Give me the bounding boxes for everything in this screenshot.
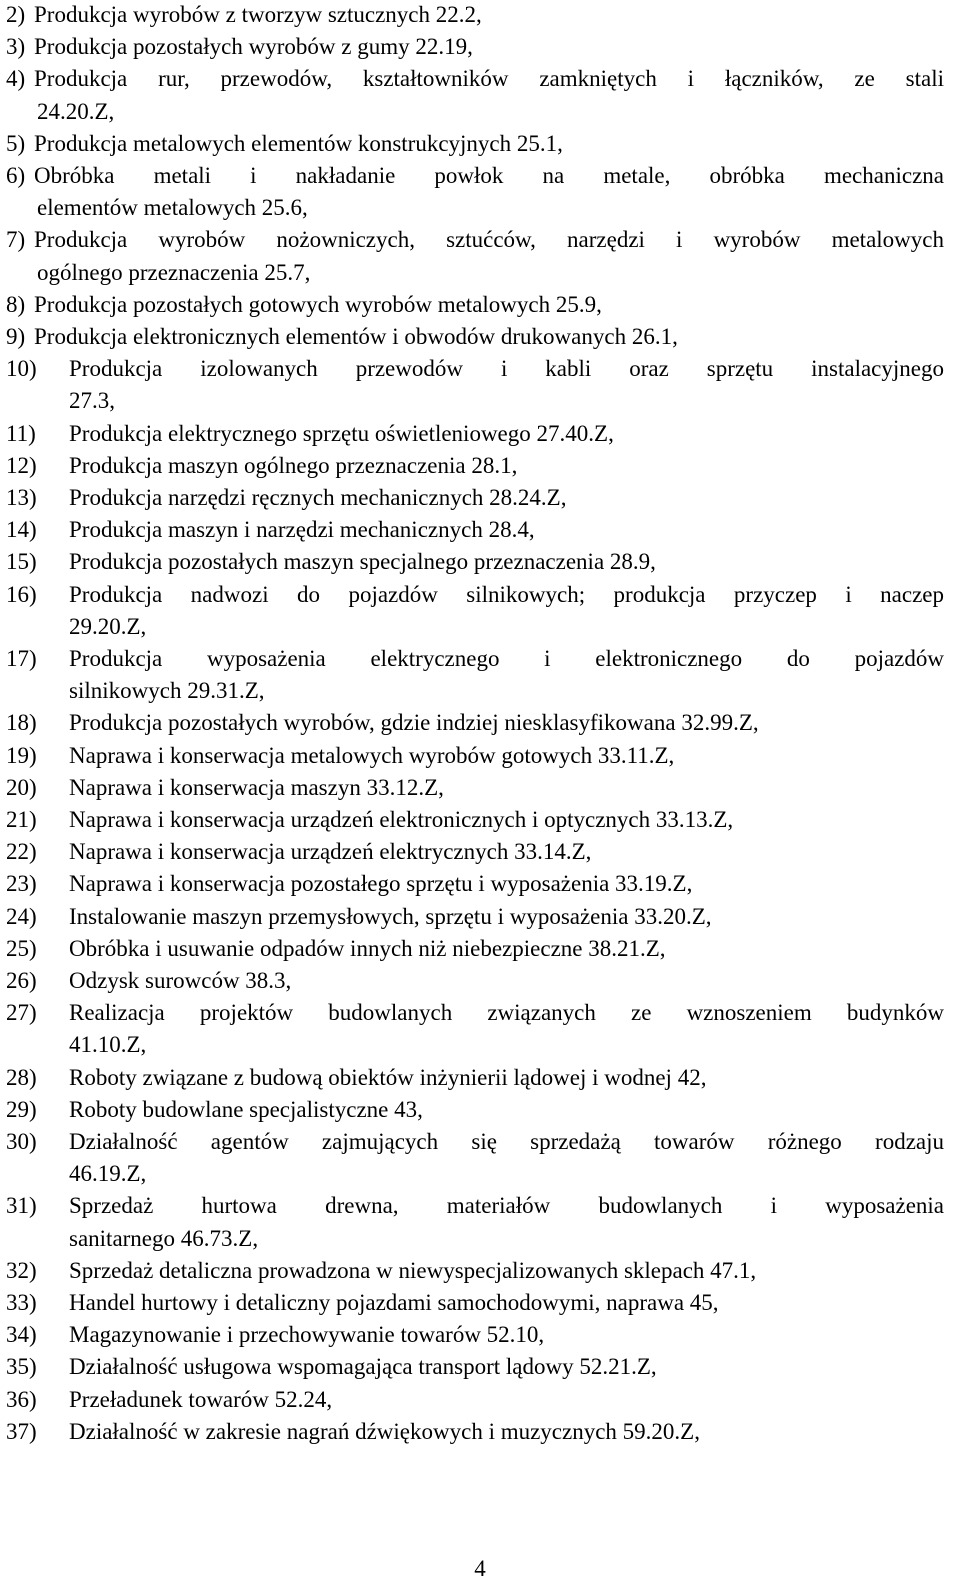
list-item-text: Naprawa i konserwacja pozostałego sprzętu i wyposażenia 33.19.Z, <box>69 871 693 897</box>
list-item-continuation: elementów metalowych 25.6, <box>37 195 308 221</box>
list-item <box>0 483 960 517</box>
list-item <box>0 64 960 98</box>
list-item-text: Produkcja elektrycznego sprzętu oświetleniowego 27.40.Z, <box>69 420 614 446</box>
list-item-text: Obróbka i usuwanie odpadów innych niż niebezpieczne 38.21.Z, <box>69 935 666 961</box>
list-item-number: 28) <box>6 1064 37 1090</box>
list-item-text: Odzysk surowców 38.3, <box>69 968 292 993</box>
list-item-text: Produkcja elektronicznych elementów i obwodów drukowanych 26.1, <box>34 324 678 349</box>
list-item-text: Produkcja metalowych elementów konstrukcyjnych 25.1, <box>34 130 563 156</box>
list-item-number: 32) <box>6 1257 37 1283</box>
list-item-text: Produkcja pozostałych wyrobów, gdzie indziej niesklasyfikowana 32.99.Z, <box>69 710 759 736</box>
list-item-number: 37) <box>6 1418 37 1444</box>
list-item-number: 23) <box>6 871 37 897</box>
list-item-text: Instalowanie maszyn przemysłowych, sprzętu i wyposażenia 33.20.Z, <box>69 903 712 929</box>
list-item <box>0 644 960 678</box>
list-item <box>0 322 960 356</box>
list-item-text: Naprawa i konserwacja urządzeń elektrycznych 33.14.Z, <box>69 839 592 865</box>
list-item-number: 8) <box>6 291 26 317</box>
list-item-number: 24) <box>6 903 37 929</box>
list-item-text: Przeładunek towarów 52.24, <box>69 1386 333 1412</box>
list-item <box>0 1417 960 1451</box>
list-item-number: 26) <box>6 968 37 993</box>
list-item-text: Działalność agentów zajmujących się sprzedażą towarów różnego rodzaju <box>69 1129 944 1154</box>
list-item-number: 31) <box>6 1193 37 1219</box>
list-item-number: 35) <box>6 1354 37 1380</box>
list-item-text: Sprzedaż hurtowa drewna, materiałów budowlanych i wyposażenia <box>69 1193 944 1219</box>
list-item-number: 19) <box>6 742 37 768</box>
list-item-number: 14) <box>6 517 37 543</box>
list-item-number: 9) <box>6 324 26 349</box>
list-item-continuation: sanitarnego 46.73.Z, <box>69 1225 259 1251</box>
list-item-continuation: silnikowych 29.31.Z, <box>69 678 265 704</box>
list-item <box>0 902 960 936</box>
list-item-text: Produkcja narzędzi ręcznych mechanicznych 28.24.Z, <box>69 485 567 510</box>
list-item-number: 5) <box>6 130 26 156</box>
list-item-number: 33) <box>6 1290 37 1315</box>
list-item-number: 36) <box>6 1386 37 1412</box>
list-item-number: 20) <box>6 774 37 800</box>
list-item-text: Produkcja rur, przewodów, kształtowników zamkniętych i łączników, ze stali <box>34 66 944 92</box>
list-item-text: Produkcja maszyn i narzędzi mechanicznych 28.4, <box>69 517 535 543</box>
list-item <box>0 515 960 549</box>
list-item <box>0 966 960 1000</box>
list-item-number: 6) <box>6 163 26 188</box>
list-item-text: Sprzedaż detaliczna prowadzona w niewyspecjalizowanych sklepach 47.1, <box>69 1257 757 1283</box>
list-item-text: Roboty związane z budową obiektów inżynierii lądowej i wodnej 42, <box>69 1064 707 1090</box>
list-item-number: 30) <box>6 1129 37 1154</box>
list-item <box>0 161 960 195</box>
list-item-text: Produkcja pozostałych wyrobów z gumy 22.19, <box>34 34 473 60</box>
list-item <box>0 1191 960 1225</box>
list-item <box>0 32 960 66</box>
list-item-number: 3) <box>6 34 26 60</box>
list-item <box>0 354 960 388</box>
list-item-continuation: 29.20.Z, <box>69 613 147 639</box>
list-item-number: 21) <box>6 807 37 832</box>
list-item-number: 15) <box>6 549 37 575</box>
list-item-continuation: ogólnego przeznaczenia 25.7, <box>37 259 311 285</box>
list-item-continuation: 46.19.Z, <box>69 1161 147 1187</box>
list-item-text: Naprawa i konserwacja urządzeń elektronicznych i optycznych 33.13.Z, <box>69 807 734 832</box>
list-item <box>0 547 960 581</box>
list-item <box>0 1385 960 1419</box>
list-item-text: Produkcja wyrobów z tworzyw sztucznych 22.2, <box>34 2 482 27</box>
list-item-text: Realizacja projektów budowlanych związanych ze wznoszeniem budynków <box>69 1000 944 1026</box>
list-item-number: 25) <box>6 935 37 961</box>
list-item-text: Naprawa i konserwacja maszyn 33.12.Z, <box>69 774 444 800</box>
list-item <box>0 1320 960 1354</box>
list-item <box>0 773 960 807</box>
list-item-number: 34) <box>6 1322 37 1348</box>
list-item-number: 22) <box>6 839 37 865</box>
list-item <box>0 741 960 775</box>
list-item-number: 4) <box>6 66 26 92</box>
list-item-text: Produkcja wyrobów nożowniczych, sztućców, narzędzi i wyrobów metalowych <box>34 227 944 253</box>
list-item-text: Roboty budowlane specjalistyczne 43, <box>69 1096 423 1122</box>
list-item-text: Produkcja pozostałych gotowych wyrobów metalowych 25.9, <box>34 291 602 317</box>
list-item-text: Produkcja pozostałych maszyn specjalnego przeznaczenia 28.9, <box>69 549 656 575</box>
list-item-continuation: 24.20.Z, <box>37 98 115 124</box>
list-item <box>0 290 960 324</box>
list-item-text: Produkcja izolowanych przewodów i kabli oraz sprzętu instalacyjnego <box>69 356 944 382</box>
list-item <box>0 1288 960 1322</box>
list-item <box>0 1127 960 1161</box>
list-item-text: Handel hurtowy i detaliczny pojazdami samochodowymi, naprawa 45, <box>69 1290 719 1315</box>
list-item-text: Produkcja nadwozi do pojazdów silnikowych; produkcja przyczep i naczep <box>69 581 944 607</box>
list-item <box>0 837 960 871</box>
list-item-continuation: 27.3, <box>69 388 115 414</box>
list-item <box>0 225 960 259</box>
list-item <box>0 580 960 614</box>
list-item <box>0 934 960 968</box>
list-item-number: 29) <box>6 1096 37 1122</box>
list-item <box>0 451 960 485</box>
list-item <box>0 419 960 453</box>
list-item-number: 12) <box>6 452 37 478</box>
list-item-number: 18) <box>6 710 37 736</box>
list-item <box>0 1063 960 1097</box>
list-item <box>0 0 960 34</box>
list-item-number: 13) <box>6 485 37 510</box>
list-item <box>0 1256 960 1290</box>
list-item <box>0 129 960 163</box>
list-item-number: 16) <box>6 581 37 607</box>
list-item-text: Naprawa i konserwacja metalowych wyrobów gotowych 33.11.Z, <box>69 742 675 768</box>
list-item-number: 17) <box>6 646 37 671</box>
list-item <box>0 869 960 903</box>
list-item-text: Działalność usługowa wspomagająca transport lądowy 52.21.Z, <box>69 1354 657 1380</box>
list-item-text: Magazynowanie i przechowywanie towarów 52.10, <box>69 1322 545 1348</box>
list-item-number: 11) <box>6 420 36 446</box>
list-item <box>0 1352 960 1386</box>
list-item-continuation: 41.10.Z, <box>69 1032 147 1058</box>
list-item-number: 2) <box>6 2 26 27</box>
list-item <box>0 998 960 1032</box>
list-item-number: 7) <box>6 227 26 253</box>
list-item-text: Działalność w zakresie nagrań dźwiękowych i muzycznych 59.20.Z, <box>69 1418 700 1444</box>
list-item-text: Produkcja maszyn ogólnego przeznaczenia 28.1, <box>69 452 518 478</box>
page-number: 4 <box>474 1556 486 1581</box>
list-item-text: Produkcja wyposażenia elektrycznego i elektronicznego do pojazdów <box>69 646 944 671</box>
list-item <box>0 1095 960 1129</box>
list-item-text: Obróbka metali i nakładanie powłok na metale, obróbka mechaniczna <box>34 163 944 188</box>
list-item-number: 27) <box>6 1000 37 1026</box>
list-item <box>0 708 960 742</box>
list-item-number: 10) <box>6 356 37 382</box>
list-item <box>0 805 960 839</box>
